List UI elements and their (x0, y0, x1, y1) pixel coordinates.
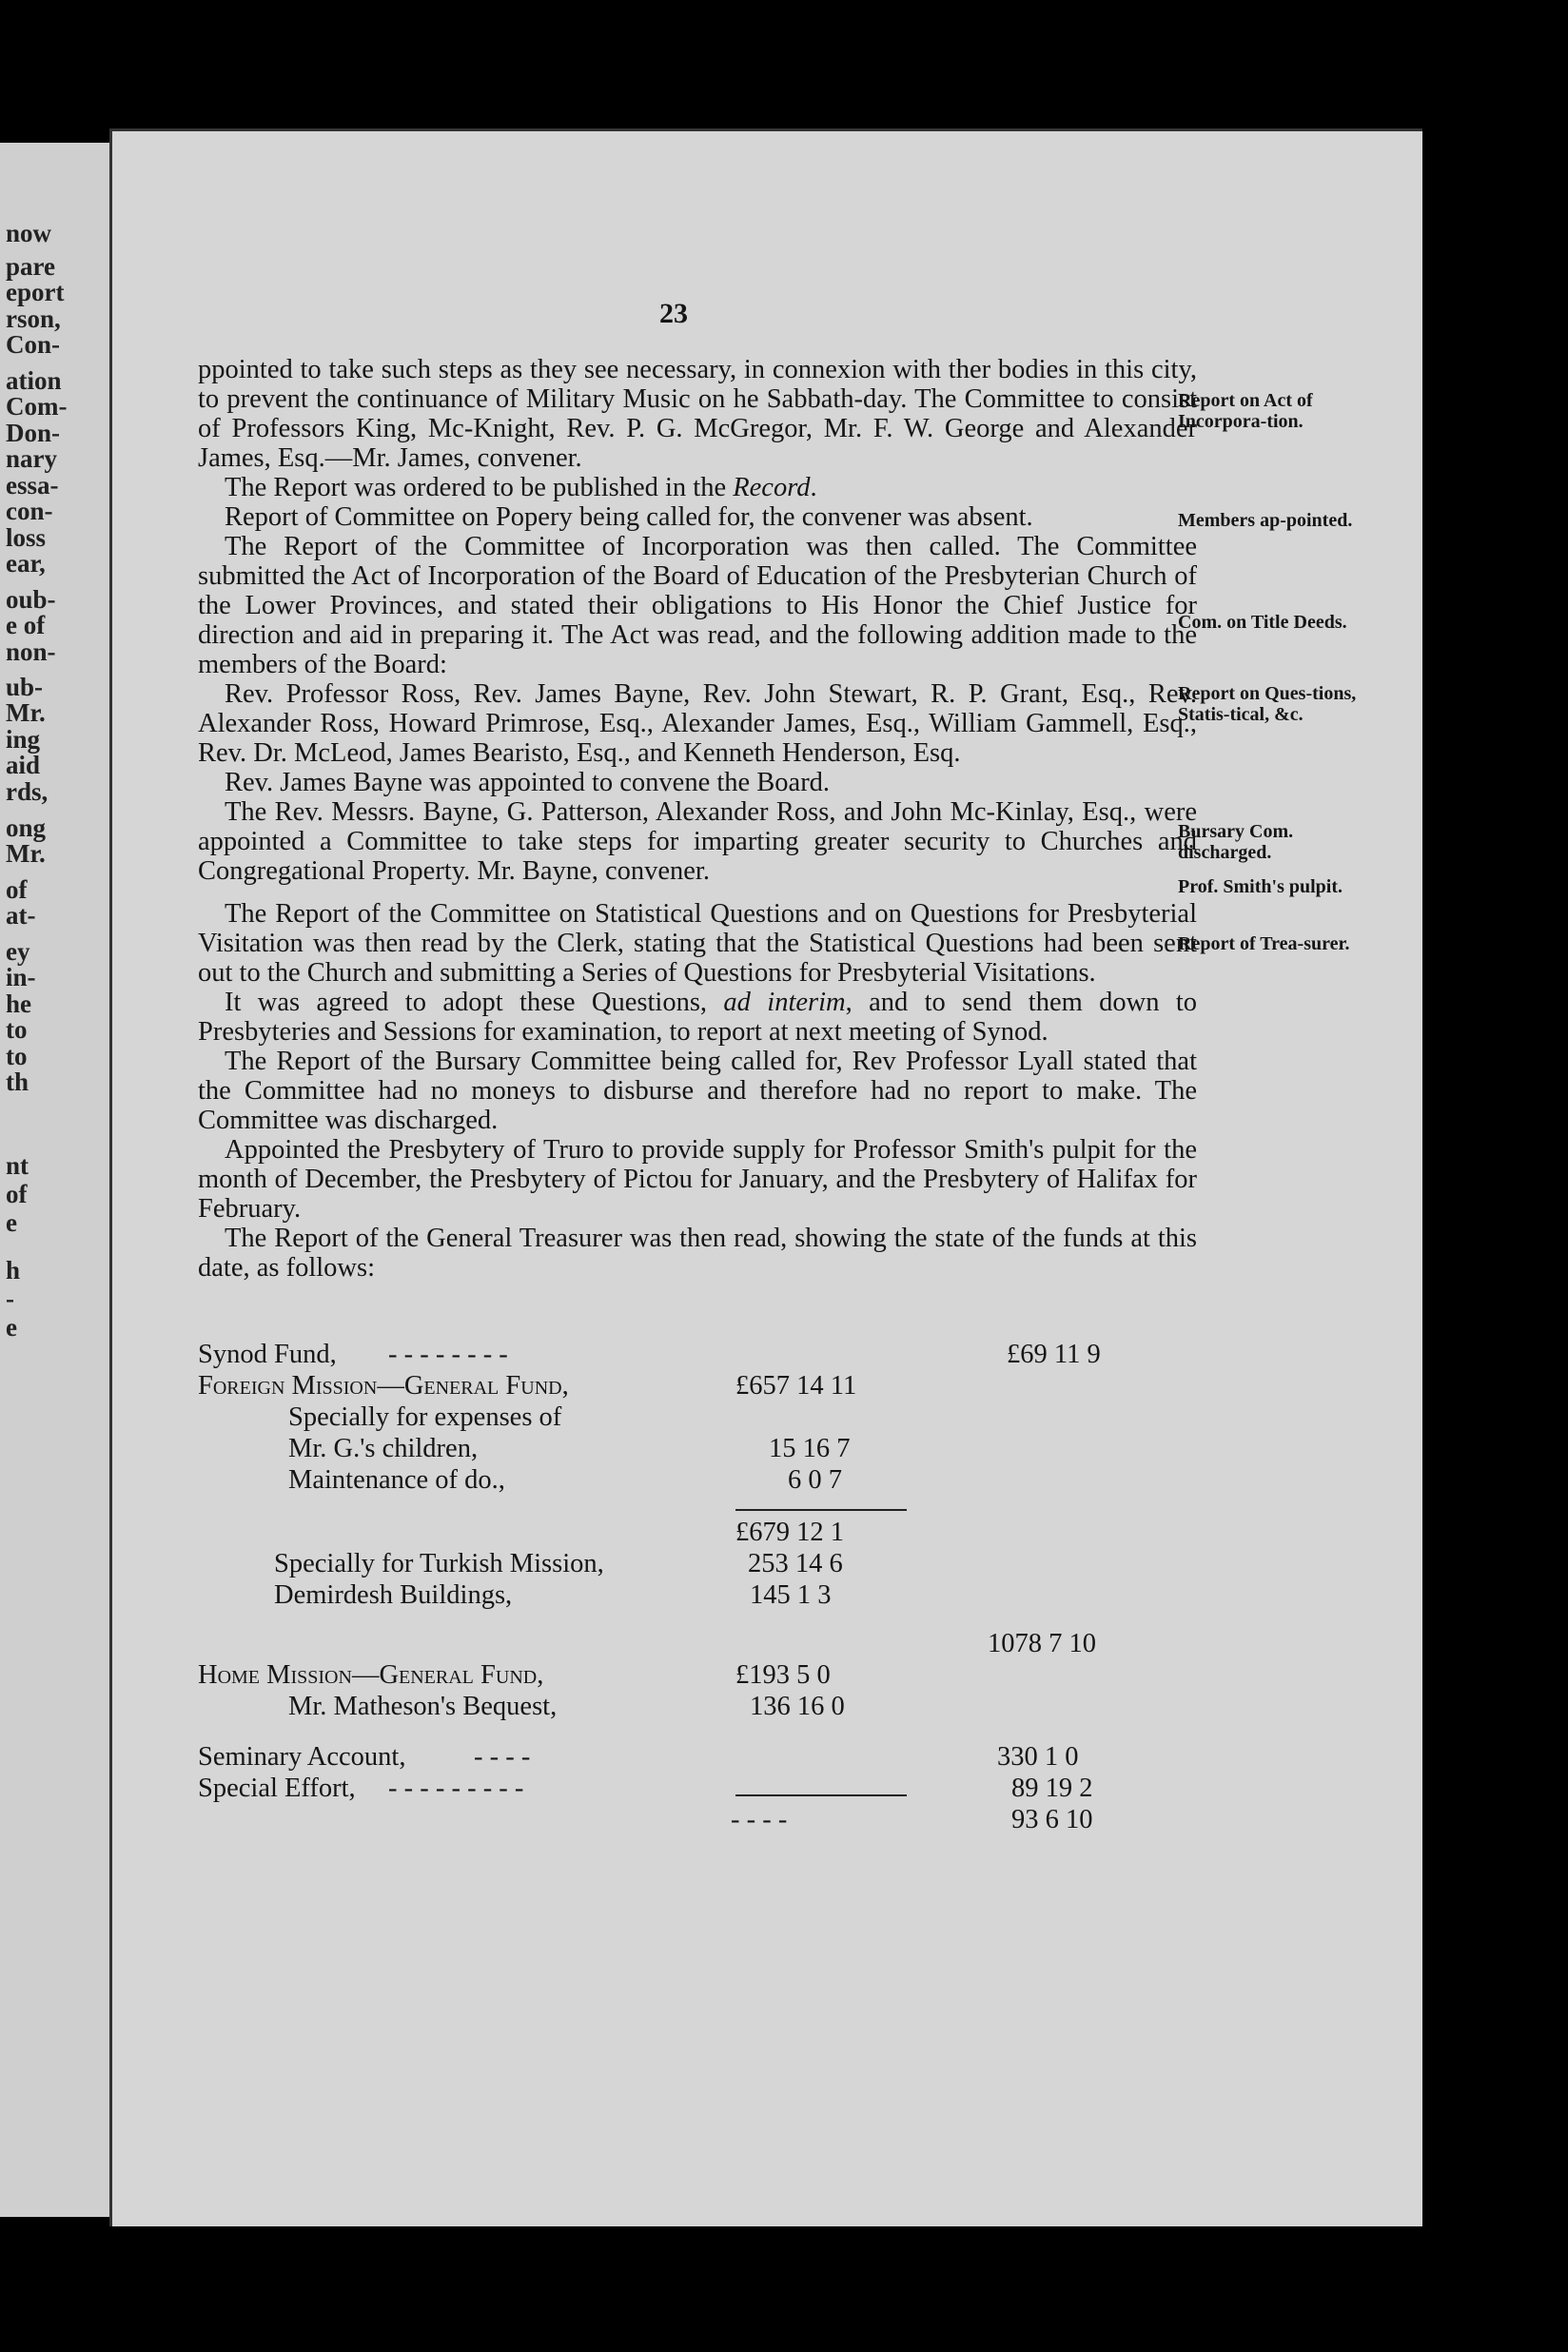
fund-row-last: - - - - 93 6 10 (731, 1805, 1093, 1834)
left-page-fragment: to (6, 1015, 28, 1044)
left-page-fragment: pare (6, 252, 55, 281)
paragraph-pulpit-supply: Appointed the Presbytery of Truro to provide supply for Professor Smith's pulpit for the month of December, the Presbytery of Pictou for January, and the Presbytery of Halifax for February. (198, 1135, 1197, 1224)
paragraph-incorporation: The Report of the Committee of Incorporation was then called. The Committee submitted the Act of Incorporation of the Board of Education of the Presbyterian Church of the Lower Provinces, and stated their obligations to His Honor the Chief Justice for direction and aid in preparing it. The Act was read, and the following addition made to the members of the Board: (198, 532, 1197, 679)
left-page-fragment: ub- (6, 673, 44, 701)
funds-table (198, 1340, 1187, 1836)
left-page-fragment: to (6, 1042, 28, 1070)
paragraph-title-deeds: The Rev. Messrs. Bayne, G. Patterson, Alexander Ross, and John Mc-Kinlay, Esq., were appointed a Committee to take steps for imparting greater security to Churches and Congregational Property. Mr. Bayne, convener. (198, 797, 1197, 886)
left-page-fragment: ey (6, 937, 30, 966)
left-page-fragment: Don- (6, 419, 61, 447)
left-page-fragment: e (6, 1208, 17, 1237)
paragraph-military-music: ppointed to take such steps as they see necessary, in connexion with ther bodies in this city, to prevent the continuance of Military Music on he Sabbath-day. The Committee to consist of Professors King, Mc-Knight, Rev. P. G. McGregor, Mr. F. W. George and Alexander James, Esq.—Mr. James, convener. (198, 355, 1197, 473)
fund-row-synod: Synod Fund, - - - - - - - - £69 11 9 (198, 1340, 1101, 1369)
left-page-fragment: essa- (6, 471, 59, 500)
left-page-fragment: Mr. (6, 839, 46, 868)
subtotal-rule (735, 1509, 907, 1511)
left-page-fragment: in- (6, 963, 36, 991)
fund-row-maintenance: Maintenance of do., 6 0 7 (288, 1465, 842, 1495)
left-page-fragment: ong (6, 813, 47, 842)
left-page-fragment: e of (6, 611, 46, 639)
left-page-fragment: h (6, 1256, 21, 1284)
page-body (198, 355, 1197, 1283)
fund-row-special-effort: Special Effort, - - - - - - - - - 89 19 2 (198, 1774, 1093, 1803)
left-page-fragment: oub- (6, 585, 56, 614)
left-page-fragment: e (6, 1313, 17, 1342)
left-page-fragment: loss (6, 523, 47, 552)
page-number: 23 (659, 298, 688, 329)
margin-note-pulpit: Prof. Smith's pulpit. (1178, 876, 1343, 897)
left-page-fragment: Mr. (6, 698, 46, 727)
paragraph-bursary: The Report of the Bursary Committee being called for, Rev Professor Lyall stated that the Committee had no moneys to disburse and therefore had no report to make. The Committee was discharged. (198, 1047, 1197, 1135)
paragraph-treasurer: The Report of the General Treasurer was then read, showing the state of the funds at this date, as follows: (198, 1224, 1197, 1283)
left-page-fragment: ation (6, 366, 62, 395)
paragraph-board-members: Rev. Professor Ross, Rev. James Bayne, Rev. John Stewart, R. P. Grant, Esq., Rev. Alexander Ross, Howard Primrose, Esq., Alexander James, Esq., William Gammell, Esq., Rev. Dr. McLeod, James Bearisto, Esq., and Kenneth Henderson, Esq. (198, 679, 1197, 768)
fund-row-matheson: Mr. Matheson's Bequest, 136 16 0 (288, 1692, 845, 1721)
left-page-fragment: th (6, 1068, 29, 1096)
left-page-fragment: aid (6, 751, 41, 779)
margin-note-title-deeds: Com. on Title Deeds. (1178, 612, 1347, 633)
margin-note-treasurer: Report of Trea-surer. (1178, 933, 1350, 954)
left-page-fragment: at- (6, 901, 36, 930)
left-page-fragment: of (6, 875, 28, 904)
margin-note-incorporation: Report on Act of Incorpora-tion. (1178, 390, 1313, 432)
left-page-fragment: now (6, 219, 52, 247)
fund-row-mr-g-children: Mr. G.'s children, 15 16 7 (288, 1434, 851, 1463)
left-page-fragment: nary (6, 444, 57, 473)
paragraph-ad-interim: It was agreed to adopt these Questions, ad interim, and to send them down to Presbyteries and Sessions for examination, to report at next meeting of Synod. (198, 988, 1198, 1047)
left-page-fragment: non- (6, 637, 56, 666)
paragraph-popery: Report of Committee on Popery being called for, the convener was absent. (225, 502, 1033, 532)
margin-note-members: Members ap-pointed. (1178, 510, 1353, 531)
left-page-fragment: ing (6, 725, 41, 754)
left-page-fragment: con- (6, 497, 53, 525)
fund-row-foreign-mission: Foreign Mission—General Fund, £657 14 11 (198, 1371, 857, 1401)
paragraph-statistical: The Report of the Committee on Statistical Questions and on Questions for Presbyterial Visitation was then read by the Clerk, stating that the Statistical Questions had been sent out to the Church and submitting a Series of Questions for Presbyterial Visitations. (198, 899, 1197, 988)
left-page-fragment: - (6, 1284, 14, 1313)
fund-row-specially-expenses: Specially for expenses of (288, 1402, 562, 1432)
fund-row-demirdesh: Demirdesh Buildings, 145 1 3 (274, 1580, 832, 1610)
fund-row-foreign-total: 1078 7 10 (988, 1629, 1096, 1658)
paragraph-record: The Report was ordered to be published in the Record. (225, 473, 817, 502)
left-page-fragment: rson, (6, 304, 61, 333)
fund-row-home-mission: Home Mission—General Fund, £193 5 0 (198, 1660, 831, 1690)
left-page-fragment: nt (6, 1151, 29, 1180)
left-page-fragment: he (6, 990, 31, 1018)
left-page-fragment: ear, (6, 549, 46, 578)
page (109, 128, 1422, 2226)
left-page-fragment: of (6, 1180, 28, 1208)
left-page-fragment: rds, (6, 777, 49, 806)
fund-row-foreign-subtotal: £679 12 1 (735, 1518, 844, 1547)
left-page-fragment: Com- (6, 392, 68, 421)
margin-note-bursary: Bursary Com. discharged. (1178, 821, 1294, 863)
fund-row-turkish-mission: Specially for Turkish Mission, 253 14 6 (274, 1549, 843, 1578)
left-page-fragment: eport (6, 278, 65, 306)
left-page-fragment: Con- (6, 330, 61, 359)
fund-row-seminary: Seminary Account, - - - - 330 1 0 (198, 1742, 1079, 1772)
paragraph-convene-board: Rev. James Bayne was appointed to convene the Board. (225, 768, 831, 797)
margin-note-statistical: Report on Ques-tions, Statis-tical, &c. (1178, 683, 1357, 725)
